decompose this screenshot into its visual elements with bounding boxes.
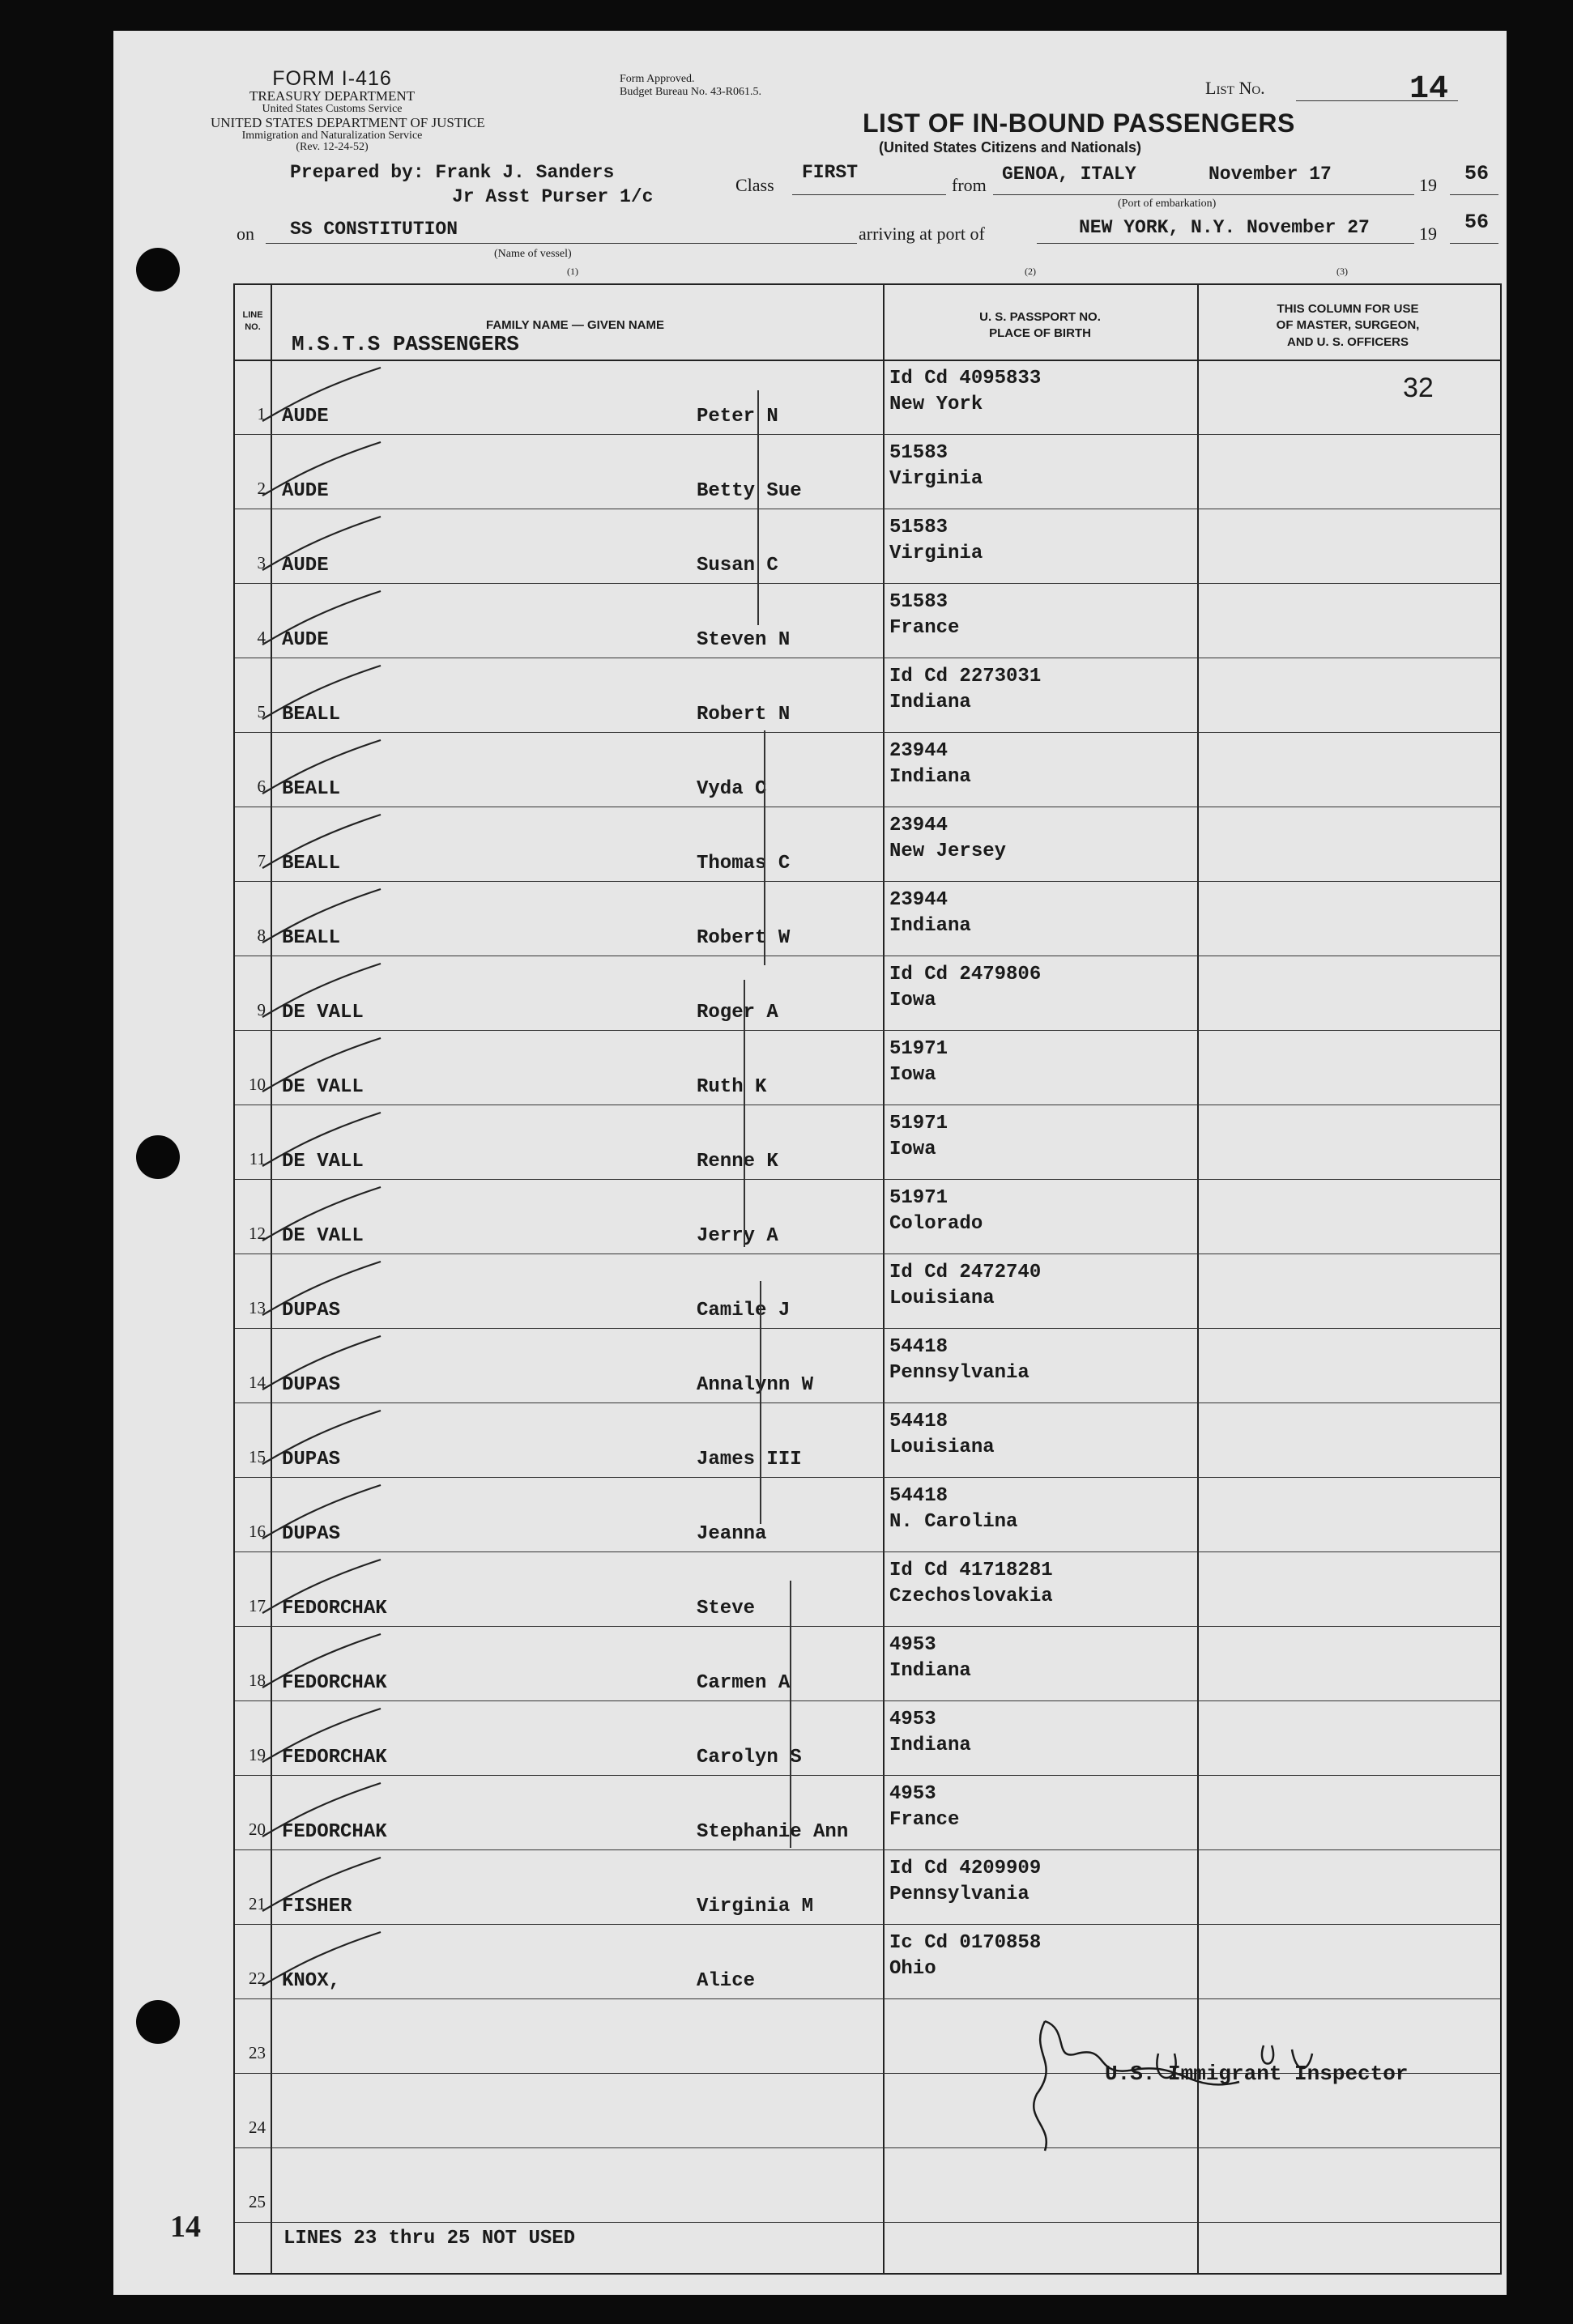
family-name: DUPAS	[282, 1300, 341, 1322]
line-number: 5	[257, 702, 266, 721]
family-name: AUDE	[282, 480, 329, 502]
table-row	[235, 1254, 1500, 1329]
family-name: FEDORCHAK	[282, 1747, 387, 1769]
table-row	[235, 360, 1500, 435]
given-name: Ruth K	[697, 1076, 767, 1098]
checkmark-tick	[259, 1407, 397, 1475]
table-row	[235, 658, 1500, 733]
place-of-birth: Czechoslovakia	[889, 1586, 1053, 1607]
checkmark-tick	[259, 811, 397, 879]
passport-number: 51583	[889, 442, 948, 464]
vessel-name: SS CONSTITUTION	[290, 219, 458, 240]
place-of-birth: Iowa	[889, 1064, 936, 1086]
footer-note: LINES 23 thru 25 NOT USED	[283, 2228, 576, 2250]
line-number: 4	[257, 628, 266, 647]
table-row	[235, 1924, 1500, 1999]
list-no-label: List No.	[1205, 78, 1265, 98]
checkmark-tick	[259, 1258, 397, 1326]
given-name: Carolyn S	[697, 1747, 802, 1769]
form-sheet	[113, 31, 1507, 2295]
line-no-header: LINE NO.	[242, 310, 263, 332]
passport-number: Ic Cd 0170858	[889, 1932, 1042, 1954]
line-number: 6	[257, 777, 266, 796]
given-name: Steven N	[697, 629, 791, 651]
form-id-block	[211, 67, 485, 154]
line-number: 24	[249, 2118, 266, 2137]
given-name: Jeanna	[697, 1523, 767, 1545]
form-subtitle: (United States Citizens and Nationals)	[879, 139, 1142, 155]
family-name: DE VALL	[282, 1151, 364, 1173]
form-number: FORM I-416	[272, 67, 392, 90]
line-number: 10	[249, 1075, 266, 1094]
place-of-birth: Indiana	[889, 915, 971, 937]
table-row	[235, 881, 1500, 956]
given-name: Thomas C	[697, 853, 791, 875]
passport-number: 51583	[889, 591, 948, 613]
place-of-birth: Colorado	[889, 1213, 983, 1235]
given-name: Vyda C	[697, 778, 767, 800]
table-row	[235, 1477, 1500, 1552]
given-name: Roger A	[697, 1002, 778, 1024]
family-bracket-devall	[744, 980, 745, 1247]
table-row	[235, 1700, 1500, 1776]
line-number: 16	[249, 1522, 266, 1541]
table-row	[235, 1775, 1500, 1850]
family-name: AUDE	[282, 406, 329, 428]
table-row	[235, 434, 1500, 509]
family-name: FEDORCHAK	[282, 1598, 387, 1620]
name-header: FAMILY NAME — GIVEN NAME	[485, 318, 665, 332]
line-number: 21	[249, 1894, 266, 1913]
given-name: Annalynn W	[697, 1374, 814, 1396]
checkmark-tick	[259, 737, 397, 805]
table-row	[235, 956, 1500, 1031]
given-name: Robert W	[697, 927, 791, 949]
checkmark-tick	[259, 513, 397, 581]
table-row	[235, 1402, 1500, 1478]
prepared-by: Prepared by: Frank J. Sanders	[290, 162, 615, 183]
arriving-port: NEW YORK, N.Y. November 27	[1079, 217, 1370, 238]
from-label: from	[952, 175, 987, 195]
place-of-birth: New York	[889, 394, 983, 415]
form-approval: Form Approved. Budget Bureau No. 43-R061.5.	[620, 73, 761, 99]
table-row	[235, 1030, 1500, 1105]
checkmark-tick	[259, 1109, 397, 1177]
given-name: Renne K	[697, 1151, 778, 1173]
table-row	[235, 1328, 1500, 1403]
family-name: AUDE	[282, 629, 329, 651]
class-value: FIRST	[802, 162, 859, 183]
line-number: 7	[257, 851, 266, 870]
passport-number: 54418	[889, 1485, 948, 1507]
given-name: Betty Sue	[697, 480, 802, 502]
line-number: 3	[257, 553, 266, 572]
place-of-birth: Iowa	[889, 1139, 936, 1160]
line-number: 18	[249, 1671, 266, 1690]
family-name: DE VALL	[282, 1002, 364, 1024]
passenger-table	[233, 283, 1502, 2275]
col1-number: (1)	[567, 266, 578, 277]
table-row	[235, 583, 1500, 658]
checkmark-tick	[259, 1333, 397, 1401]
table-row	[235, 807, 1500, 882]
checkmark-tick	[259, 1705, 397, 1773]
checkmark-tick	[259, 1780, 397, 1848]
given-name: James III	[697, 1449, 802, 1471]
passport-number: Id Cd 4095833	[889, 368, 1042, 389]
family-name: BEALL	[282, 778, 341, 800]
port-of-embarkation-label: (Port of embarkation)	[1118, 198, 1217, 210]
passport-number: 51971	[889, 1187, 948, 1209]
year-1: 56	[1464, 162, 1490, 185]
checkmark-tick	[259, 439, 397, 507]
passport-number: Id Cd 4209909	[889, 1858, 1042, 1879]
line-number: 11	[249, 1149, 266, 1168]
given-name: Carmen A	[697, 1672, 791, 1694]
punch-hole-middle-inner	[136, 1135, 180, 1179]
revision-date: (Rev. 12-24-52)	[296, 141, 369, 154]
line-number: 8	[257, 926, 266, 945]
line-number: 12	[249, 1224, 266, 1243]
year-2: 56	[1464, 211, 1490, 234]
line-number: 1	[257, 404, 266, 424]
line-number: 9	[257, 1000, 266, 1019]
given-name: Jerry A	[697, 1225, 778, 1247]
family-name: BEALL	[282, 704, 341, 726]
family-name: FISHER	[282, 1896, 352, 1918]
passport-number: 54418	[889, 1411, 948, 1432]
inspector-label: U.S. Immigrant Inspector	[1105, 2062, 1409, 2086]
family-bracket-aude	[757, 390, 759, 625]
line-number: 17	[249, 1596, 266, 1615]
on-label: on	[237, 223, 254, 244]
msts-group-label: M.S.T.S PASSENGERS	[292, 332, 519, 356]
place-of-birth: Indiana	[889, 692, 971, 713]
place-of-birth: Pennsylvania	[889, 1883, 1029, 1905]
place-of-birth: Louisiana	[889, 1437, 995, 1458]
given-name: Susan C	[697, 555, 778, 577]
family-name: DUPAS	[282, 1374, 341, 1396]
given-name: Steve	[697, 1598, 756, 1620]
line-number: 25	[249, 2192, 266, 2211]
passport-number: 51971	[889, 1113, 948, 1134]
year-prefix-2: 19	[1419, 223, 1437, 244]
checkmark-tick	[259, 1184, 397, 1252]
treasury-dept: TREASURY DEPARTMENT	[249, 88, 416, 104]
prepared-title: Jr Asst Purser 1/c	[452, 186, 654, 207]
checkmark-tick	[259, 1482, 397, 1550]
passport-number: 54418	[889, 1336, 948, 1358]
family-bracket-dupas	[760, 1281, 761, 1524]
officer-count: 32	[1403, 372, 1434, 403]
place-of-birth: Indiana	[889, 1734, 971, 1756]
passport-number: 23944	[889, 815, 948, 836]
given-name: Alice	[697, 1970, 756, 1992]
line-number: 22	[249, 1969, 266, 1988]
family-name: FEDORCHAK	[282, 1672, 387, 1694]
checkmark-tick	[259, 886, 397, 954]
table-row	[235, 732, 1500, 807]
given-name: Peter N	[697, 406, 778, 428]
passport-number: 23944	[889, 889, 948, 911]
given-name: Camile J	[697, 1300, 791, 1322]
checkmark-tick	[259, 1631, 397, 1699]
passport-number: 4953	[889, 1709, 936, 1730]
year-prefix-1: 19	[1419, 175, 1437, 195]
family-name: KNOX,	[282, 1970, 341, 1992]
line-number: 13	[249, 1298, 266, 1317]
line-number: 19	[249, 1745, 266, 1764]
punch-hole-top-inner	[136, 248, 180, 292]
family-name: DE VALL	[282, 1076, 364, 1098]
given-name: Stephanie Ann	[697, 1821, 849, 1843]
place-of-birth: Virginia	[889, 468, 983, 490]
departure-date: November 17	[1209, 164, 1332, 185]
checkmark-tick	[259, 662, 397, 730]
list-no-value: 14	[1409, 71, 1449, 108]
checkmark-tick	[259, 1854, 397, 1922]
place-of-birth: Pennsylvania	[889, 1362, 1029, 1384]
form-title: LIST OF IN-BOUND PASSENGERS	[863, 109, 1295, 138]
line-number: 2	[257, 479, 266, 498]
table-row	[235, 1849, 1500, 1925]
ins-service: Immigration and Naturalization Service	[241, 129, 423, 142]
passport-number: 51971	[889, 1038, 948, 1060]
given-name: Virginia M	[697, 1896, 814, 1918]
punch-hole-bottom-inner	[136, 2000, 180, 2044]
line-number: 15	[249, 1447, 266, 1466]
place-of-birth: France	[889, 1809, 960, 1831]
place-of-birth: Louisiana	[889, 1288, 995, 1309]
page-number: 14	[170, 2210, 201, 2244]
checkmark-tick	[259, 1035, 397, 1103]
passport-number: Id Cd 2472740	[889, 1262, 1042, 1283]
place-of-birth: New Jersey	[889, 841, 1007, 862]
place-of-birth: Ohio	[889, 1958, 936, 1980]
checkmark-tick	[259, 1556, 397, 1624]
place-of-birth: Indiana	[889, 766, 971, 788]
passport-number: 51583	[889, 517, 948, 538]
passport-header: U. S. PASSPORT NO. PLACE OF BIRTH	[979, 310, 1101, 341]
given-name: Robert N	[697, 704, 791, 726]
vessel-name-label: (Name of vessel)	[494, 248, 572, 260]
arriving-label: arriving at port of	[859, 223, 985, 244]
table-row	[235, 1551, 1500, 1627]
checkmark-tick	[259, 588, 397, 656]
from-port: GENOA, ITALY	[1002, 164, 1136, 185]
officer-header: THIS COLUMN FOR USE OF MASTER, SURGEON, AND U. S. OFFICERS	[1276, 302, 1420, 349]
family-bracket-beall	[764, 730, 765, 965]
table-row	[235, 1105, 1500, 1180]
family-name: DE VALL	[282, 1225, 364, 1247]
table-row	[235, 1626, 1500, 1701]
customs-service: United States Customs Service	[262, 103, 403, 116]
line-number: 23	[249, 2043, 266, 2062]
family-name: BEALL	[282, 927, 341, 949]
table-row	[235, 1179, 1500, 1254]
family-bracket-fedorchak	[790, 1581, 791, 1848]
checkmark-tick	[259, 364, 397, 432]
checkmark-tick	[259, 960, 397, 1028]
checkmark-tick	[259, 1929, 397, 1997]
place-of-birth: Iowa	[889, 990, 936, 1011]
passport-number: Id Cd 2479806	[889, 964, 1042, 985]
col2-number: (2)	[1025, 266, 1036, 277]
place-of-birth: Virginia	[889, 543, 983, 564]
line-number: 14	[249, 1373, 266, 1392]
passport-number: Id Cd 2273031	[889, 666, 1042, 687]
passport-number: Id Cd 41718281	[889, 1560, 1053, 1581]
table-row	[235, 509, 1500, 584]
family-name: AUDE	[282, 555, 329, 577]
col3-number: (3)	[1336, 266, 1348, 277]
family-name: BEALL	[282, 853, 341, 875]
passport-number: 4953	[889, 1783, 936, 1805]
place-of-birth: France	[889, 617, 960, 639]
line-number: 20	[249, 1820, 266, 1839]
passport-number: 23944	[889, 740, 948, 762]
family-name: DUPAS	[282, 1449, 341, 1471]
family-name: FEDORCHAK	[282, 1821, 387, 1843]
justice-dept: UNITED STATES DEPARTMENT OF JUSTICE	[211, 114, 485, 130]
class-label: Class	[735, 175, 774, 195]
place-of-birth: Indiana	[889, 1660, 971, 1682]
passport-number: 4953	[889, 1634, 936, 1656]
place-of-birth: N. Carolina	[889, 1511, 1018, 1533]
inspector-signature	[1021, 2005, 1361, 2167]
family-name: DUPAS	[282, 1523, 341, 1545]
